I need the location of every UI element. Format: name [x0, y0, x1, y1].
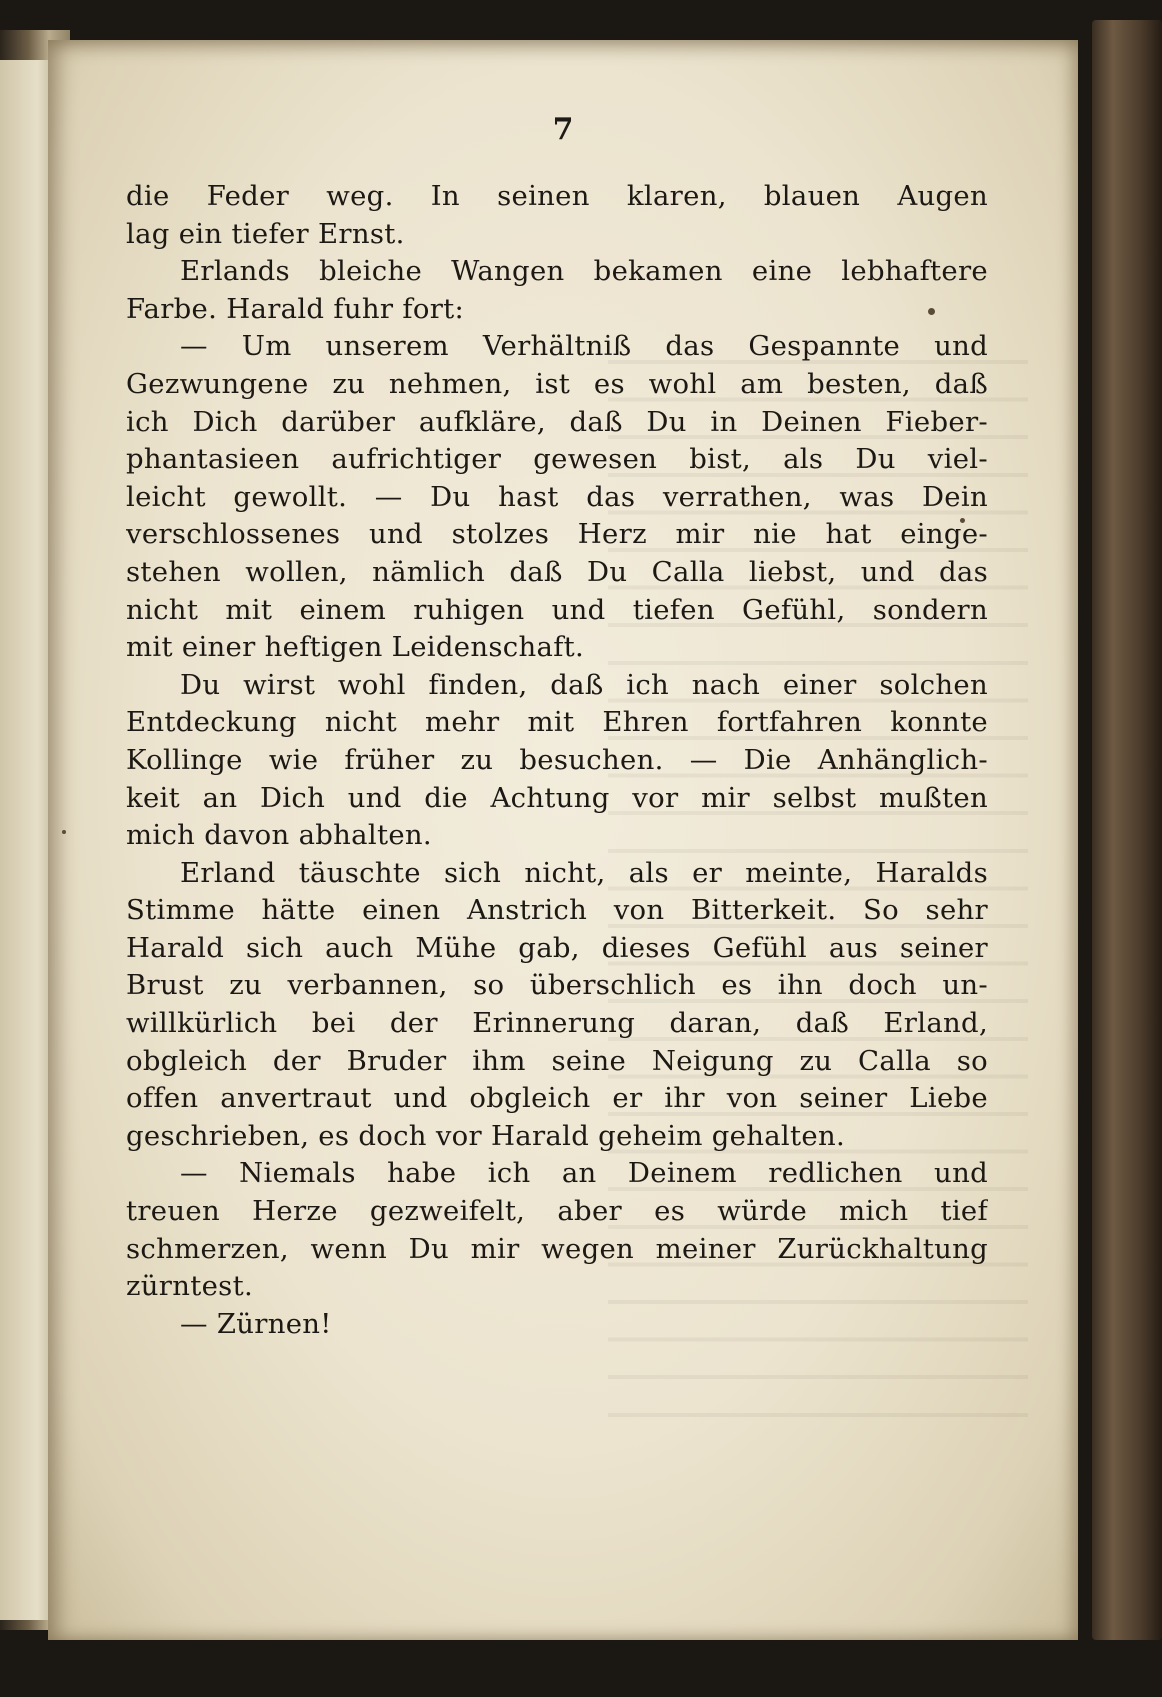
text-line: mich davon abhalten. — [126, 819, 432, 852]
text-line: obgleich der Bruder ihm seine Neigung zu Calla so — [126, 1044, 988, 1077]
text-line: — Um unserem Verhältniß das Gespannte und — [180, 330, 988, 363]
text-line: Entdeckung nicht mehr mit Ehren fortfahren konnte — [126, 706, 988, 739]
text-line: phantasieen aufrichtiger gewesen bist, als Du viel- — [126, 443, 988, 476]
text-line: mit einer heftigen Leidenschaft. — [126, 631, 585, 664]
text-line: Stimme hätte einen Anstrich von Bitterkeit. So sehr — [126, 894, 988, 927]
text-line: die Feder weg. In seinen klaren, blauen Augen — [126, 180, 988, 212]
text-line: Farbe. Harald fuhr fort: — [126, 292, 465, 325]
book-cover-edge — [1092, 20, 1162, 1640]
text-line: zürntest. — [126, 1270, 253, 1303]
text-line: geschrieben, es doch vor Harald geheim gehalten. — [126, 1119, 846, 1152]
text-line: verschlossenes und stolzes Herz mir nie hat einge- — [126, 518, 988, 551]
text-line: Gezwungene zu nehmen, ist es wohl am besten, daß — [126, 367, 988, 400]
text-line: treuen Herze gezweifelt, aber es würde mich tief — [126, 1195, 988, 1228]
text-line: Erlands bleiche Wangen bekamen eine lebhaftere — [180, 255, 988, 288]
text-line: lag ein tiefer Ernst. — [126, 217, 405, 250]
text-line: schmerzen, wenn Du mir wegen meiner Zurückhaltung — [126, 1232, 988, 1265]
text-line: nicht mit einem ruhigen und tiefen Gefühl, sondern — [126, 593, 988, 626]
text-line: Du wirst wohl finden, daß ich nach einer solchen — [180, 668, 988, 701]
body-text — [126, 178, 988, 1343]
text-line: — Niemals habe ich an Deinem redlichen und — [180, 1157, 988, 1190]
paper-speck — [62, 830, 66, 834]
text-line: Erland täuschte sich nicht, als er meinte, Haralds — [180, 856, 988, 889]
text-line: stehen wollen, nämlich daß Du Calla liebst, und das — [126, 555, 988, 588]
text-line: Harald sich auch Mühe gab, dieses Gefühl aus seiner — [126, 931, 988, 964]
text-line: Kollinge wie früher zu besuchen. — Die Anhänglich- — [126, 743, 988, 776]
text-line: Brust zu verbannen, so überschlich es ihn doch un- — [126, 969, 988, 1002]
text-line: leicht gewollt. — Du hast das verrathen, was Dein — [126, 480, 988, 513]
text-line: keit an Dich und die Achtung vor mir selbst mußten — [126, 781, 988, 814]
text-line: ich Dich darüber aufkläre, daß Du in Deinen Fieber- — [126, 405, 988, 438]
book-page — [48, 40, 1078, 1640]
text-line: — Zürnen! — [180, 1307, 332, 1340]
text-line: offen anvertraut und obgleich er ihr von seiner Liebe — [126, 1082, 988, 1115]
page-number: 7 — [552, 112, 574, 147]
text-line: willkürlich bei der Erinnerung daran, daß Erland, — [126, 1007, 988, 1040]
